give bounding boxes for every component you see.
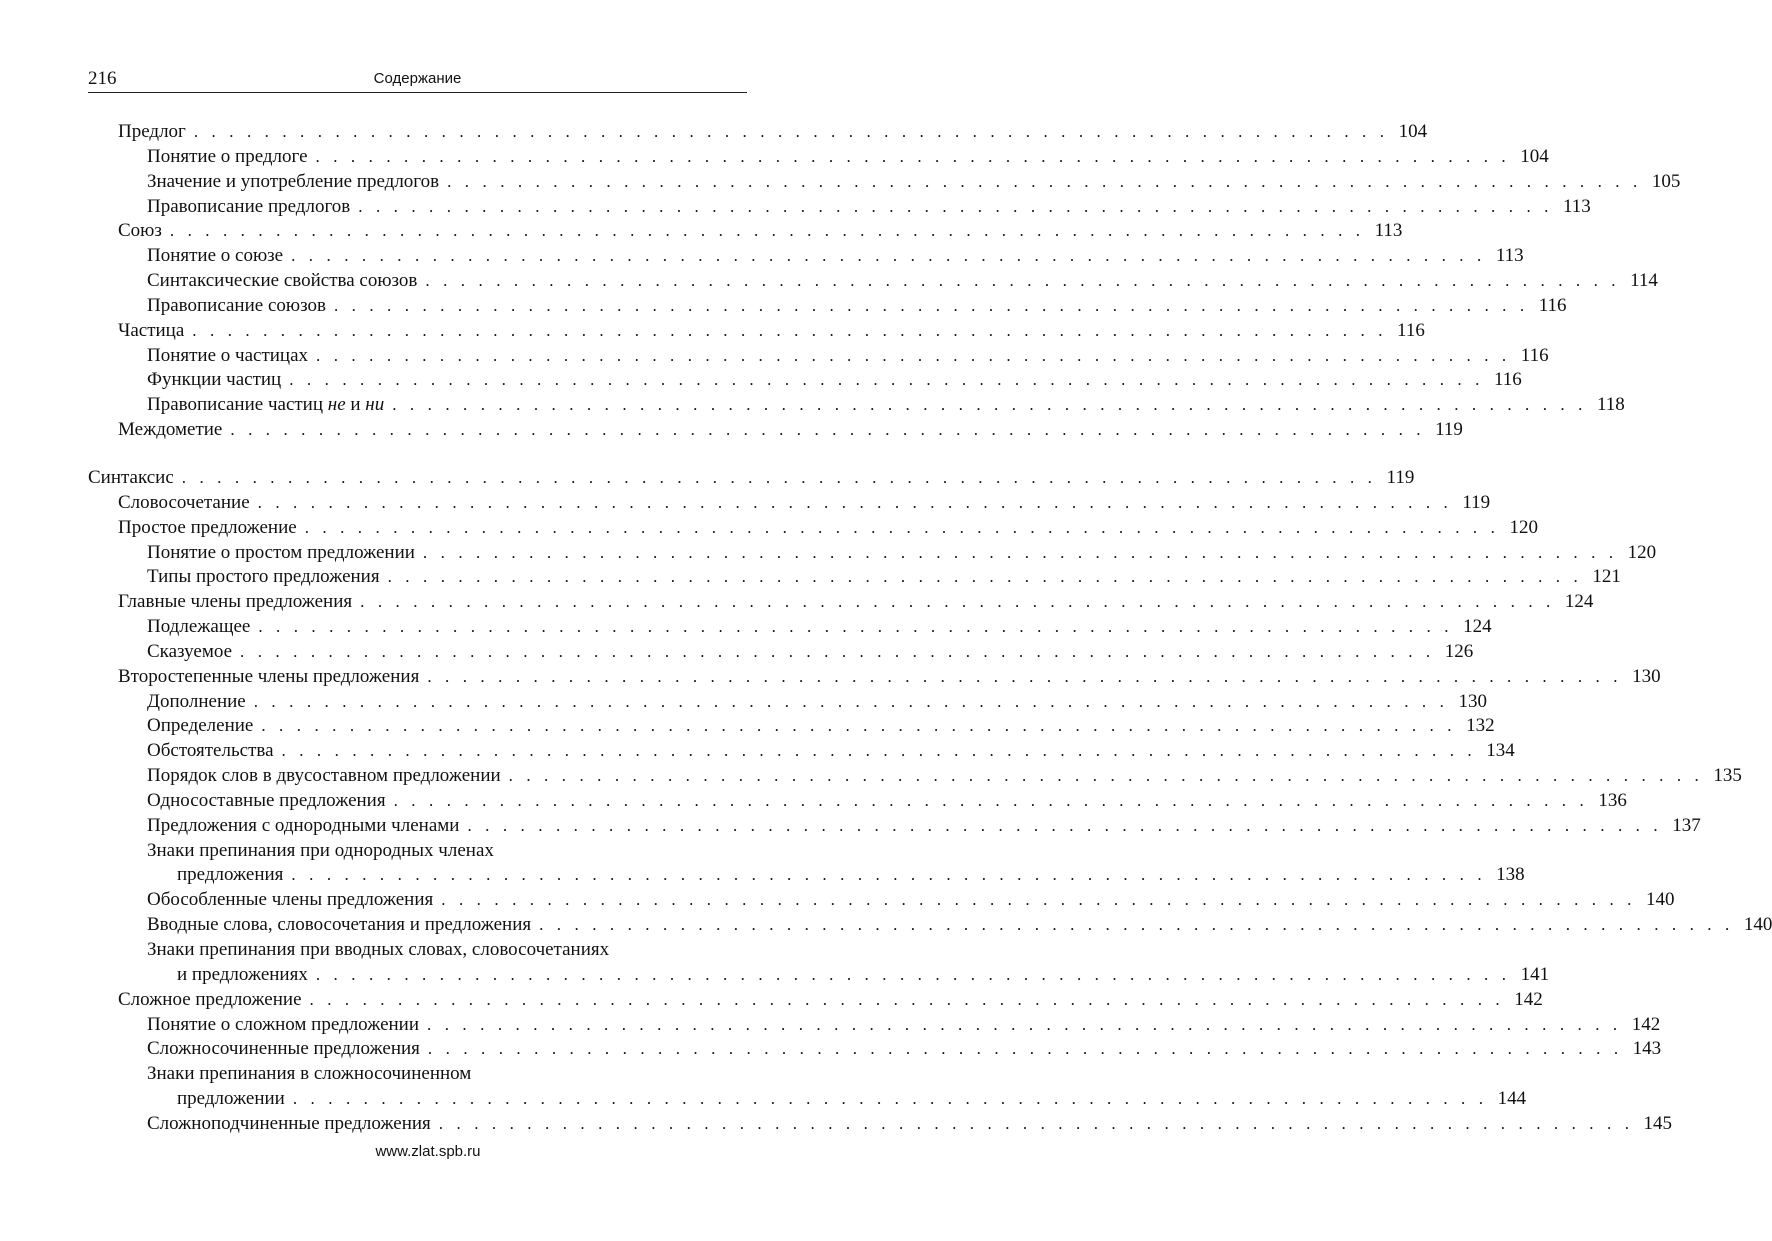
toc-entry-title: Сложное предложение	[118, 988, 302, 1010]
toc-entry	[88, 888, 1675, 913]
toc-entry-title-continuation: предложения	[177, 864, 284, 886]
dot-leader: . . . . . . . . . . . . . . . . . . . . . . . . . . . . . . . . . . . . . . . . . . . . . . . . . . . . . . . . . . . . . . . . . . . .	[422, 542, 1618, 562]
italic-particle: не	[327, 394, 346, 416]
dot-leader: . . . . . . . . . . . . . . . . . . . . . . . . . . . . . . . . . . . . . . . . . . . . . . . . . . . . . . . . . . . . . . . . . . . .	[291, 246, 1486, 266]
toc-block-morphology	[88, 120, 1681, 443]
running-title: Содержание	[373, 70, 462, 87]
toc-gap	[88, 443, 738, 466]
dot-leader: . . . . . . . . . . . . . . . . . . . . . . . . . . . . . . . . . . . . . . . . . . . . . . . . . . . . . . . . . . . . . . . . . . . .	[230, 420, 1426, 440]
toc-entry-page: 104	[1520, 145, 1549, 167]
dot-leader: . . . . . . . . . . . . . . . . . . . . . . . . . . . . . . . . . . . . . . . . . . . . . . . . . . . . . . . . . . . . . . . . . . . .	[360, 592, 1555, 612]
dot-leader: . . . . . . . . . . . . . . . . . . . . . . . . . . . . . . . . . . . . . . . . . . . . . . . . . . . . . . . . . . . . . . . . . . . .	[169, 221, 1365, 241]
toc-entry	[88, 344, 1549, 369]
toc-entry	[88, 739, 1515, 764]
toc-entry	[88, 269, 1658, 294]
toc-entry	[88, 294, 1567, 319]
toc-entry	[88, 764, 1742, 789]
toc-entry-page: 113	[1374, 220, 1403, 242]
toc-entry-page: 113	[1495, 245, 1524, 267]
dot-leader: . . . . . . . . . . . . . . . . . . . . . . . . . . . . . . . . . . . . . . . . . . . . . . . . . . . . . . . . . . . . . . . . . . . .	[427, 666, 1623, 686]
dot-leader: . . . . . . . . . . . . . . . . . . . . . . . . . . . . . . . . . . . . . . . . . . . . . . . . . . . . . . . . . . . . . . . . . . . .	[292, 1089, 1488, 1109]
toc-entry-page: 140	[1743, 914, 1772, 936]
toc-entry-title: Функции частиц	[147, 369, 282, 391]
toc-entry	[88, 814, 1701, 839]
toc-entry	[88, 244, 1524, 269]
dot-leader: . . . . . . . . . . . . . . . . . . . . . . . . . . . . . . . . . . . . . . . . . . . . . . . . . . . . . . . . . . . . . . . . . . . .	[181, 467, 1377, 487]
toc-entry-page: 118	[1596, 394, 1625, 416]
page-header	[88, 68, 747, 93]
toc-entry-page: 104	[1398, 121, 1428, 142]
toc-entry	[88, 1062, 738, 1087]
toc-entry-page: 120	[1627, 541, 1657, 563]
toc-entry-title: Простое предложение	[118, 516, 297, 538]
toc-entry-title: Значение и употребление предлогов	[147, 170, 440, 192]
toc-entry-page: 138	[1496, 864, 1525, 886]
toc-entry-title	[147, 393, 384, 418]
toc-entry-page: 120	[1509, 516, 1538, 538]
toc-entry-title: Обособленные члены предложения	[147, 889, 434, 911]
dot-leader: . . . . . . . . . . . . . . . . . . . . . . . . . . . . . . . . . . . . . . . . . . . . . . . . . . . . . . . . . . . . . . . . . . . .	[333, 295, 1529, 315]
toc-entry-page: 121	[1592, 566, 1621, 588]
footer-url: www.zlat.spb.ru	[375, 1143, 481, 1160]
toc-entry-title: Односоставные предложения	[147, 789, 386, 811]
toc-entry-title: Словосочетание	[118, 491, 250, 513]
dot-leader: . . . . . . . . . . . . . . . . . . . . . . . . . . . . . . . . . . . . . . . . . . . . . . . . . . . . . . . . . . . . . . . . . . . .	[192, 320, 1388, 340]
toc-entry-continuation	[88, 963, 1550, 988]
toc-entry-page: 114	[1630, 270, 1658, 292]
toc-entry-title: Знаки препинания в сложносочиненном	[147, 1063, 472, 1085]
dot-leader: . . . . . . . . . . . . . . . . . . . . . . . . . . . . . . . . . . . . . . . . . . . . . . . . . . . . . . . . . . . . . . . . . . . .	[240, 641, 1435, 661]
toc-entry-page: 124	[1564, 591, 1594, 613]
toc-entry-title: Междометие	[118, 419, 223, 441]
toc-entry-page: 119	[1386, 466, 1415, 488]
toc-entry	[88, 913, 1772, 938]
toc-entry-title: Понятие о частицах	[147, 344, 309, 366]
toc-entry	[88, 839, 738, 864]
toc-entry-title: Правописание союзов	[147, 294, 326, 316]
toc-entry-title: Второстепенные члены предложения	[118, 665, 420, 687]
toc-entry-page: 141	[1520, 963, 1550, 985]
dot-leader: . . . . . . . . . . . . . . . . . . . . . . . . . . . . . . . . . . . . . . . . . . . . . . . . . . . . . . . . . . . . . . . . . . . .	[441, 890, 1637, 910]
toc-entry-page: 142	[1631, 1013, 1661, 1035]
dot-leader: . . . . . . . . . . . . . . . . . . . . . . . . . . . . . . . . . . . . . . . . . . . . . . . . . . . . . . . . . . . . . . . . . . . .	[193, 122, 1389, 141]
toc-entry-continuation	[88, 1087, 1527, 1112]
toc-entry-page: 135	[1713, 765, 1742, 787]
toc-entry	[88, 665, 1661, 690]
dot-leader: . . . . . . . . . . . . . . . . . . . . . . . . . . . . . . . . . . . . . . . . . . . . . . . . . . . . . . . . . . . . . . . . . . . .	[387, 567, 1583, 587]
dot-leader: . . . . . . . . . . . . . . . . . . . . . . . . . . . . . . . . . . . . . . . . . . . . . . . . . . . . . . . . . . . . . . . . . . . .	[291, 865, 1487, 885]
toc-entry	[88, 491, 1491, 516]
toc-entry-page: 124	[1463, 616, 1492, 638]
toc-entry	[88, 714, 1495, 739]
toc-entry-title: Знаки препинания при вводных словах, словосочетаниях	[147, 939, 610, 960]
toc-entry	[88, 516, 1538, 541]
toc-entry-page: 116	[1493, 369, 1522, 391]
toc-entry	[88, 565, 1621, 590]
toc-entry-title: Понятие о сложном предложении	[147, 1013, 420, 1035]
toc-entry-title: Дополнение	[147, 690, 246, 712]
toc-entry-title: Вводные слова, словосочетания и предложения	[147, 914, 532, 936]
title-part: и	[345, 394, 366, 416]
toc-entry-title: Понятие о союзе	[147, 245, 284, 267]
toc-entry-page: 119	[1435, 419, 1463, 441]
toc-entry-page: 140	[1646, 889, 1675, 911]
toc-entry	[88, 789, 1627, 814]
toc-entry-title: Правописание предлогов	[147, 195, 351, 217]
toc-entry	[88, 690, 1487, 715]
toc-entry-page: 105	[1651, 170, 1681, 192]
toc-entry	[88, 1037, 1662, 1062]
title-part: Правописание частиц	[147, 394, 328, 416]
dot-leader: . . . . . . . . . . . . . . . . . . . . . . . . . . . . . . . . . . . . . . . . . . . . . . . . . . . . . . . . . . . . . . . . . . . .	[257, 492, 1453, 512]
toc-entry-title: Знаки препинания при однородных членах	[147, 839, 494, 861]
dot-leader: . . . . . . . . . . . . . . . . . . . . . . . . . . . . . . . . . . . . . . . . . . . . . . . . . . . . . . . . . . . . . . . . . . . .	[309, 989, 1505, 1009]
toc-entry-title: Синтаксические свойства союзов	[147, 270, 418, 292]
toc-entry-title: Синтаксис	[88, 466, 174, 488]
toc-entry-title: Понятие о простом предложении	[147, 541, 415, 563]
dot-leader: . . . . . . . . . . . . . . . . . . . . . . . . . . . . . . . . . . . . . . . . . . . . . . . . . . . . . . . . . . . . . . . . . . . .	[393, 790, 1589, 810]
toc-entry-title: Сложноподчиненные предложения	[147, 1112, 431, 1134]
toc-entry-title: Подлежащее	[147, 616, 251, 638]
toc-entry-title: Понятие о предлоге	[147, 145, 308, 167]
toc-entry-title: Обстоятельства	[147, 740, 274, 762]
toc-entry	[88, 195, 1591, 220]
dot-leader: . . . . . . . . . . . . . . . . . . . . . . . . . . . . . . . . . . . . . . . . . . . . . . . . . . . . . . . . . . . . . . . . . . . .	[316, 345, 1511, 365]
dot-leader: . . . . . . . . . . . . . . . . . . . . . . . . . . . . . . . . . . . . . . . . . . . . . . . . . . . . . . . . . . . . . . . . . . . .	[258, 617, 1454, 637]
toc-entry-page: 113	[1563, 195, 1591, 217]
toc-entry-title: Сказуемое	[147, 640, 233, 662]
dot-leader: . . . . . . . . . . . . . . . . . . . . . . . . . . . . . . . . . . . . . . . . . . . . . . . . . . . . . . . . . . . . . . . . . . . .	[438, 1113, 1634, 1133]
toc-entry	[88, 319, 1425, 344]
toc-block-syntax	[88, 466, 1772, 1137]
toc-entry-page: 134	[1486, 740, 1515, 762]
dot-leader: . . . . . . . . . . . . . . . . . . . . . . . . . . . . . . . . . . . . . . . . . . . . . . . . . . . . . . . . . . . . . . . . . . . .	[508, 766, 1704, 786]
dot-leader: . . . . . . . . . . . . . . . . . . . . . . . . . . . . . . . . . . . . . . . . . . . . . . . . . . . . . . . . . . . . . . . . . . . .	[315, 964, 1511, 984]
toc-entry-page: 145	[1643, 1112, 1673, 1134]
toc-entry-title: Сложносочиненные предложения	[147, 1038, 420, 1060]
dot-leader: . . . . . . . . . . . . . . . . . . . . . . . . . . . . . . . . . . . . . . . . . . . . . . . . . . . . . . . . . . . . . . . . . . . .	[315, 146, 1511, 166]
toc-entry-page: 144	[1497, 1088, 1527, 1110]
toc-entry-page: 130	[1632, 665, 1661, 687]
toc-entry	[88, 1112, 1673, 1137]
toc-entry	[88, 541, 1657, 566]
toc-entry-title-continuation: и предложениях	[177, 963, 308, 985]
toc-entry	[88, 145, 1549, 170]
toc-entry-page: 142	[1514, 988, 1543, 1010]
toc-entry	[88, 615, 1492, 640]
toc-entry-title: Главные члены предложения	[118, 591, 353, 613]
toc-entry	[88, 466, 1415, 491]
dot-leader: . . . . . . . . . . . . . . . . . . . . . . . . . . . . . . . . . . . . . . . . . . . . . . . . . . . . . . . . . . . . . . . . . . . .	[289, 370, 1484, 390]
dot-leader: . . . . . . . . . . . . . . . . . . . . . . . . . . . . . . . . . . . . . . . . . . . . . . . . . . . . . . . . . . . . . . . . . . . .	[392, 395, 1587, 415]
toc-entry-title: Типы простого предложения	[147, 566, 380, 588]
dot-leader: . . . . . . . . . . . . . . . . . . . . . . . . . . . . . . . . . . . . . . . . . . . . . . . . . . . . . . . . . . . . . . . . . . . .	[304, 517, 1500, 537]
dot-leader: . . . . . . . . . . . . . . . . . . . . . . . . . . . . . . . . . . . . . . . . . . . . . . . . . . . . . . . . . . . . . . . . . . . .	[358, 196, 1553, 216]
toc-entry	[88, 590, 1594, 615]
dot-leader: . . . . . . . . . . . . . . . . . . . . . . . . . . . . . . . . . . . . . . . . . . . . . . . . . . . . . . . . . . . . . . . . . . . .	[261, 716, 1457, 736]
toc-entry-page: 116	[1538, 294, 1567, 316]
dot-leader: . . . . . . . . . . . . . . . . . . . . . . . . . . . . . . . . . . . . . . . . . . . . . . . . . . . . . . . . . . . . . . . . . . . .	[253, 691, 1449, 711]
toc-entry	[88, 418, 1463, 443]
toc-entry	[88, 938, 738, 963]
toc-entry-page: 126	[1444, 640, 1474, 662]
toc-entry-title: Предлог	[118, 121, 186, 142]
toc-entry-page: 130	[1458, 690, 1487, 712]
toc-entry	[88, 1013, 1661, 1038]
toc-entry-page: 132	[1466, 715, 1495, 737]
toc-entry-page: 137	[1672, 814, 1701, 836]
dot-leader: . . . . . . . . . . . . . . . . . . . . . . . . . . . . . . . . . . . . . . . . . . . . . . . . . . . . . . . . . . . . . . . . . . . .	[427, 1014, 1622, 1034]
toc-entry-title: Порядок слов в двусоставном предложении	[147, 765, 501, 787]
toc-entry	[88, 368, 1522, 393]
toc-entry-page: 116	[1397, 319, 1425, 341]
toc-entry-page: 119	[1462, 491, 1491, 513]
table-of-contents	[88, 120, 1772, 1137]
toc-entry-title: Союз	[118, 220, 162, 242]
page-number: 216	[88, 68, 117, 89]
dot-leader: . . . . . . . . . . . . . . . . . . . . . . . . . . . . . . . . . . . . . . . . . . . . . . . . . . . . . . . . . . . . . . . . . . . .	[427, 1039, 1623, 1059]
toc-entry-page: 143	[1632, 1038, 1662, 1060]
dot-leader: . . . . . . . . . . . . . . . . . . . . . . . . . . . . . . . . . . . . . . . . . . . . . . . . . . . . . . . . . . . . . . . . . . . .	[425, 271, 1621, 291]
dot-leader: . . . . . . . . . . . . . . . . . . . . . . . . . . . . . . . . . . . . . . . . . . . . . . . . . . . . . . . . . . . . . . . . . . . .	[539, 915, 1734, 935]
dot-leader: . . . . . . . . . . . . . . . . . . . . . . . . . . . . . . . . . . . . . . . . . . . . . . . . . . . . . . . . . . . . . . . . . . . .	[447, 171, 1642, 191]
toc-entry-title: Частица	[118, 319, 185, 341]
dot-leader: . . . . . . . . . . . . . . . . . . . . . . . . . . . . . . . . . . . . . . . . . . . . . . . . . . . . . . . . . . . . . . . . . . . .	[281, 741, 1477, 761]
toc-entry	[88, 393, 1625, 418]
toc-entry	[88, 988, 1543, 1013]
toc-entry-continuation	[88, 863, 1525, 888]
dot-leader: . . . . . . . . . . . . . . . . . . . . . . . . . . . . . . . . . . . . . . . . . . . . . . . . . . . . . . . . . . . . . . . . . . . .	[467, 815, 1663, 835]
toc-entry	[88, 640, 1474, 665]
italic-particle: ни	[365, 394, 385, 416]
toc-entry	[88, 120, 1428, 145]
toc-entry	[88, 219, 1403, 244]
toc-entry-page: 116	[1520, 344, 1549, 366]
toc-entry-page: 136	[1598, 789, 1627, 811]
toc-entry-title: Предложения с однородными членами	[147, 814, 460, 836]
toc-entry-title: Определение	[147, 715, 254, 737]
toc-entry-title-continuation: предложении	[177, 1088, 285, 1110]
toc-entry	[88, 170, 1681, 195]
